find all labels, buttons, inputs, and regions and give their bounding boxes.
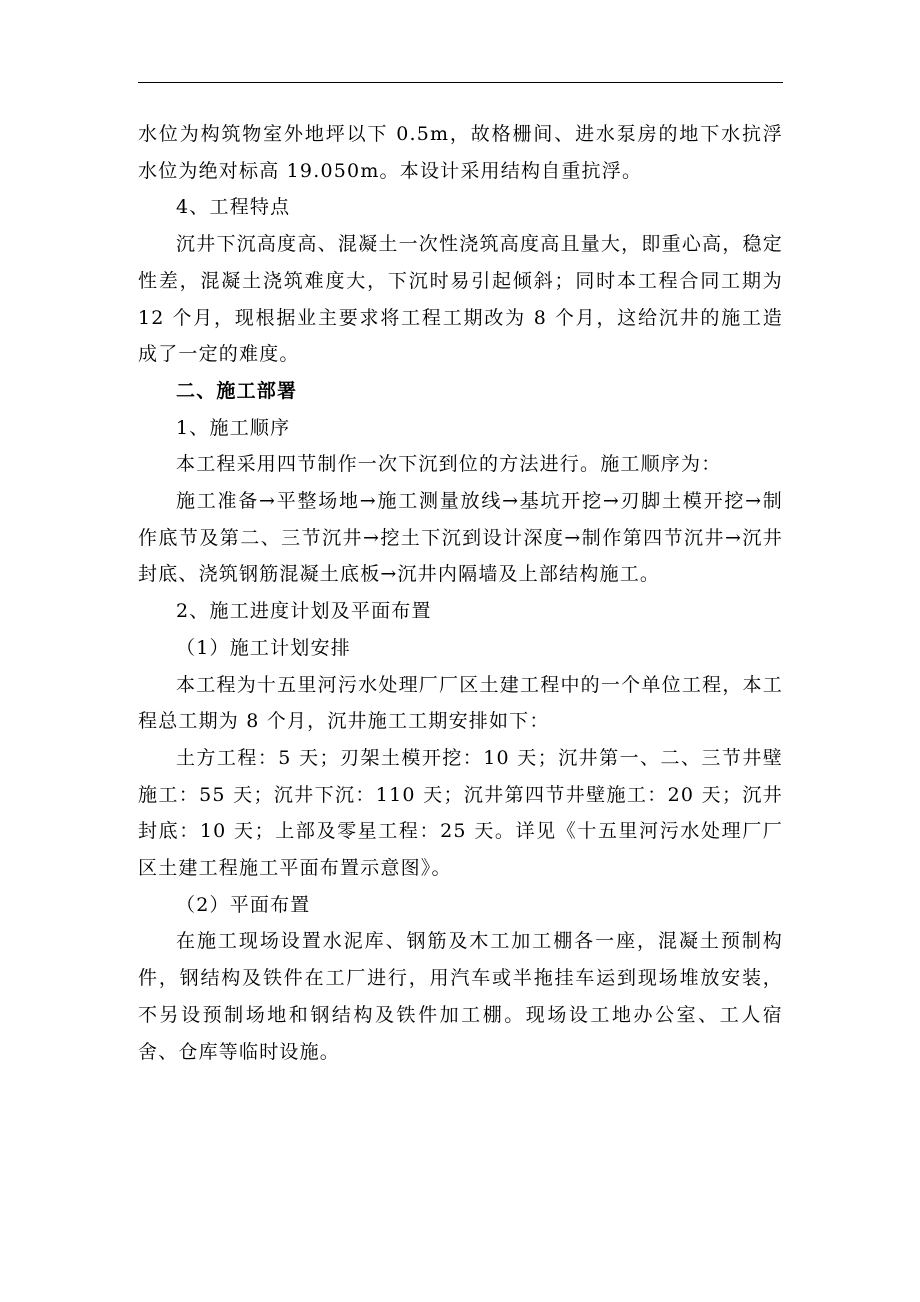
paragraph-sequence-steps: 施工准备→平整场地→施工测量放线→基坑开挖→刃脚土模开挖→制作底节及第二、三节沉井→挖土下沉到设计深度→制作第四节沉井→沉井封底、浇筑钢筋混凝土底板→沉井内隔墙及上部结构施工。 <box>138 490 783 586</box>
subheading-schedule-and-layout: 2、施工进度计划及平面布置 <box>176 600 432 623</box>
subheading-site-layout: （2）平面布置 <box>176 893 311 916</box>
paragraph-project-features: 沉井下沉高度高、混凝土一次性浇筑高度高且量大，即重心高，稳定性差，混凝土浇筑难度大，下沉时易引起倾斜；同时本工程合同工期为 12 个月，现根据业主要求将工程工期改为 8 个月，这给沉井的施工造成了一定的难度。 <box>138 233 783 366</box>
subheading-schedule-arrangement: （1）施工计划安排 <box>176 636 351 659</box>
paragraph-sequence-intro: 本工程采用四节制作一次下沉到位的方法进行。施工顺序为： <box>176 453 722 476</box>
paragraph-groundwater-continuation: 水位为构筑物室外地坪以下 0.5m，故格栅间、进水泵房的地下水抗浮水位为绝对标高 19.050m。本设计采用结构自重抗浮。 <box>138 123 783 182</box>
subheading-project-features: 4、工程特点 <box>176 196 291 219</box>
paragraph-schedule-durations: 土方工程：5 天；刃架土模开挖：10 天；沉井第一、二、三节井壁施工：55 天；沉井下沉：110 天；沉井第四节井壁施工：20 天；沉井封底：10 天；上部及零星工程：25 天。详见《十五里河污水处理厂厂区土建工程施工平面布置示意图》。 <box>138 746 783 880</box>
header-rule <box>138 82 783 83</box>
paragraph-schedule-intro: 本工程为十五里河污水处理厂厂区土建工程中的一个单位工程，本工程总工期为 8 个月，沉井施工工期安排如下： <box>138 673 783 733</box>
paragraph-site-layout: 在施工现场设置水泥库、钢筋及木工加工棚各一座，混凝土预制构件，钢结构及铁件在工厂进行，用汽车或半拖挂车运到现场堆放安装，不另设预制场地和钢结构及铁件加工棚。现场设工地办公室、工人宿舍、仓库等临时设施。 <box>138 930 783 1063</box>
subheading-construction-sequence: 1、施工顺序 <box>176 416 291 439</box>
document-body <box>138 116 783 1070</box>
section-heading-construction-deployment: 二、施工部署 <box>176 379 298 402</box>
